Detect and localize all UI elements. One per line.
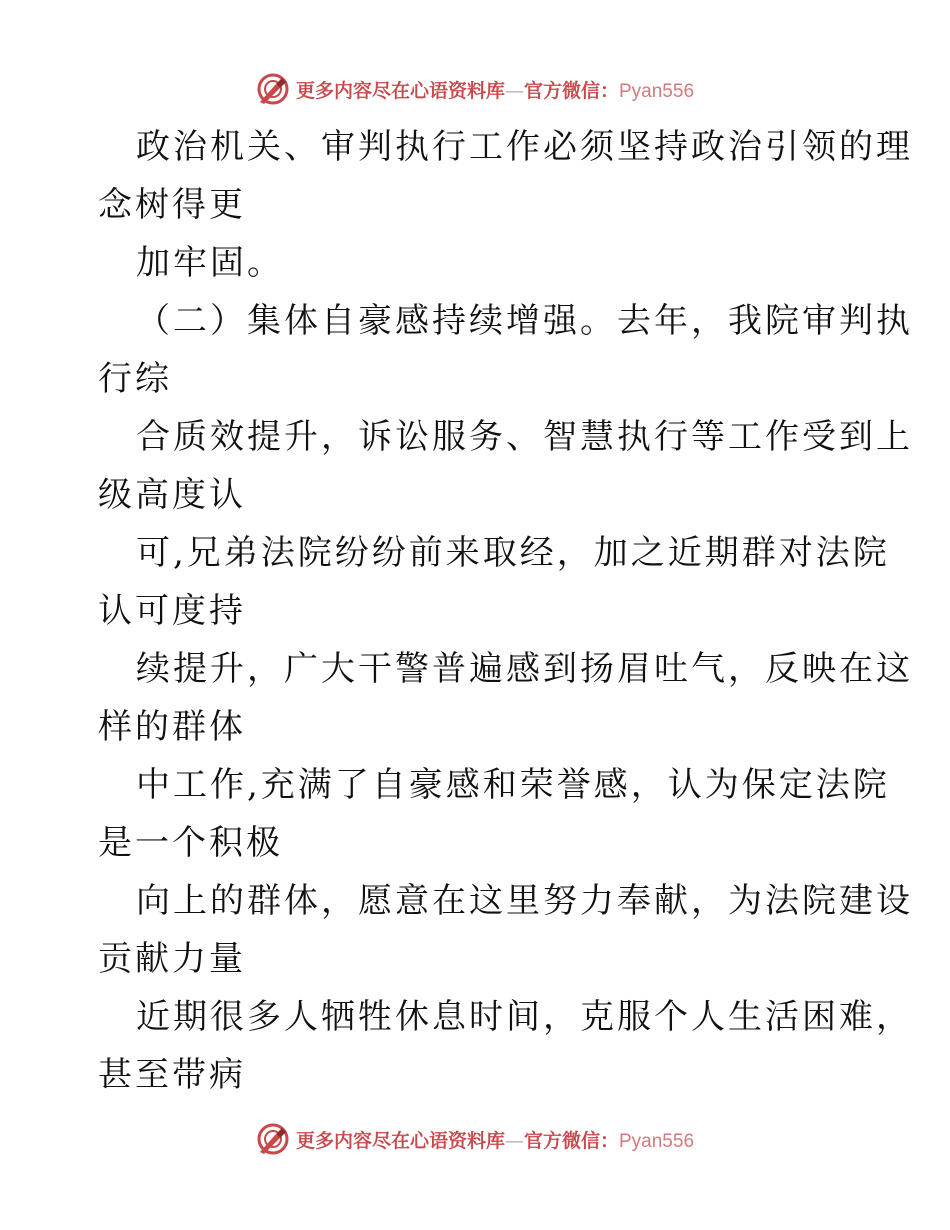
text-line: （二）集体自豪感持续增强。去年，我院审判执	[136, 301, 913, 341]
text-line: 合质效提升，诉讼服务、智慧执行等工作受到上	[136, 417, 913, 457]
text-line: 加牢固。	[136, 243, 284, 283]
text-line: 样的群体	[98, 707, 246, 747]
text-line: 念树得更	[98, 185, 246, 225]
text-line: 是一个积极	[98, 823, 283, 863]
watermark-text: 更多内容尽在心语资料库—官方微信：Pyan556	[295, 79, 695, 102]
pen-logo-icon	[256, 1122, 290, 1156]
text-line: 向上的群体，愿意在这里努力奉献，为法院建设	[136, 881, 913, 921]
pen-logo-icon	[256, 72, 290, 106]
watermark-footer	[0, 1122, 950, 1156]
text-line: 甚至带病	[98, 1055, 246, 1095]
watermark-text: 更多内容尽在心语资料库—官方微信：Pyan556	[295, 1129, 695, 1152]
text-line: 认可度持	[98, 591, 246, 631]
text-line: 贡献力量	[98, 939, 246, 979]
watermark-header	[0, 72, 950, 106]
text-line: 中工作,充满了自豪感和荣誉感，认为保定法院	[136, 765, 890, 805]
text-line: 级高度认	[98, 475, 246, 515]
text-line: 行综	[98, 359, 172, 399]
text-line: 政治机关、审判执行工作必须坚持政治引领的理	[136, 127, 913, 167]
document-body	[98, 118, 913, 1104]
text-line: 近期很多人牺牲休息时间，克服个人生活困难，	[136, 997, 913, 1037]
text-line: 续提升，广大干警普遍感到扬眉吐气，反映在这	[136, 649, 913, 689]
text-line: 可,兄弟法院纷纷前来取经，加之近期群对法院	[136, 533, 890, 573]
